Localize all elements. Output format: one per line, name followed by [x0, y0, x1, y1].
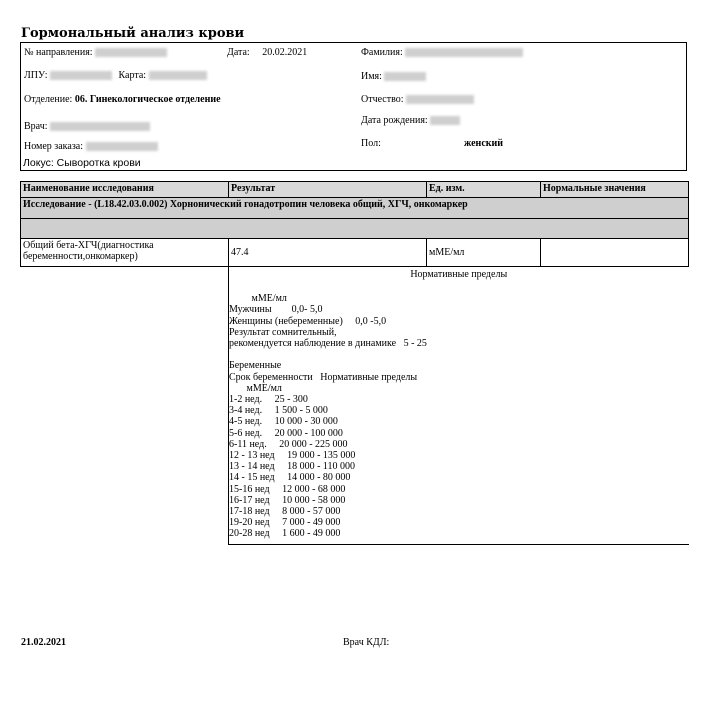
reference-line: 13 - 14 нед 18 000 - 110 000 — [229, 461, 356, 473]
locus-text: Локус: Сыворотка крови — [23, 157, 141, 169]
column-header: Результат — [229, 182, 427, 198]
name-label: Имя: — [361, 71, 382, 82]
table-header-row — [21, 182, 689, 198]
results-table — [20, 181, 689, 545]
reference-line: рекомендуется наблюдение в динамике 5 - 25 — [229, 338, 427, 350]
reference-line: 16-17 нед 10 000 - 58 000 — [229, 494, 346, 506]
birthdate-label: Дата рождения: — [361, 115, 428, 126]
redacted-patronymic — [406, 95, 474, 104]
redacted-lpu — [50, 71, 112, 80]
doctor-label: Врач: — [24, 121, 48, 132]
spacer-row — [21, 219, 689, 239]
reference-line — [229, 282, 689, 293]
reference-line: Беременные — [229, 360, 282, 372]
column-header: Наименование исследования — [21, 182, 229, 198]
order-label: Номер заказа: — [24, 141, 83, 152]
reference-line: 19-20 нед 7 000 - 49 000 — [229, 517, 341, 529]
reference-line: 12 - 13 нед 19 000 - 135 000 — [229, 450, 356, 462]
department-field — [24, 94, 221, 105]
surname-label: Фамилия: — [361, 47, 403, 58]
sex-label: Пол: — [361, 138, 381, 149]
document-title: Гормональный анализ крови — [21, 26, 245, 41]
test-result: 47.4 — [229, 239, 427, 267]
sex-value: женский — [464, 138, 504, 149]
patronymic-field — [361, 94, 474, 105]
reference-line: Мужчины 0,0- 5,0 — [229, 304, 323, 316]
date-value: 20.02.2021 — [262, 47, 308, 58]
notes-row — [21, 267, 689, 545]
referral-field — [24, 47, 167, 58]
test-name: Общий бета-ХГЧ(диагностика беременности,онкомаркер) — [21, 239, 229, 267]
reference-line: Женщины (небеременные) 0,0 -5,0 — [229, 315, 387, 327]
lpu-field — [24, 70, 207, 81]
referral-label: № направления: — [24, 47, 93, 58]
reference-line: 15-16 нед 12 000 - 68 000 — [229, 483, 346, 495]
reference-line: 6-11 нед. 20 000 - 225 000 — [229, 438, 348, 450]
redacted-referral — [95, 48, 167, 57]
order-field — [24, 141, 158, 152]
study-row — [21, 198, 689, 219]
surname-field — [361, 47, 523, 58]
reference-line: 17-18 нед 8 000 - 57 000 — [229, 506, 341, 518]
redacted-doctor — [50, 122, 150, 131]
reference-line: 14 - 15 нед 14 000 - 80 000 — [229, 472, 351, 484]
date-label: Дата: — [227, 47, 250, 58]
redacted-card — [149, 71, 207, 80]
reference-notes — [229, 282, 689, 540]
reference-line: 4-5 нед. 10 000 - 30 000 — [229, 416, 338, 428]
footer-date: 21.02.2021 — [21, 637, 66, 648]
reference-line: Срок беременности Нормативные пределы — [229, 371, 418, 383]
reference-line: мМЕ/мл — [229, 382, 282, 394]
reference-line: 3-4 нед. 1 500 - 5 000 — [229, 405, 328, 417]
reference-line — [229, 349, 689, 360]
birthdate-field — [361, 115, 460, 126]
redacted-birthdate — [430, 116, 460, 125]
column-header: Нормальные значения — [541, 182, 689, 198]
notes-cell — [229, 267, 689, 545]
reference-line: 5-6 нед. 20 000 - 100 000 — [229, 427, 343, 439]
reference-line: 1-2 нед. 25 - 300 — [229, 394, 308, 406]
spacer-cell — [21, 219, 689, 239]
reference-line: мМЕ/мл — [229, 293, 287, 305]
notes-heading: Нормативные пределы — [410, 269, 508, 280]
lpu-label: ЛПУ: — [24, 70, 48, 81]
test-normal — [541, 239, 689, 267]
table-row — [21, 239, 689, 267]
department-label: Отделение: — [24, 94, 73, 105]
study-title: Исследование - (L18.42.03.0.002) Хорнонический гонадотропин человека общий, ХГЧ, онкомаркер — [21, 198, 689, 219]
card-label: Карта: — [118, 70, 147, 81]
date-field — [227, 47, 307, 58]
name-field — [361, 71, 426, 82]
test-unit: мМЕ/мл — [427, 239, 541, 267]
department-value: 06. Гинекологическое отделение — [74, 94, 221, 105]
reference-line: 20-28 нед 1 600 - 49 000 — [229, 528, 341, 540]
redacted-name — [384, 72, 426, 81]
doctor-field — [24, 121, 150, 132]
column-header: Ед. изм. — [427, 182, 541, 198]
redacted-surname — [405, 48, 523, 57]
reference-line: Результат сомнительный, — [229, 326, 337, 338]
redacted-order — [86, 142, 158, 151]
patronymic-label: Отчество: — [361, 94, 404, 105]
footer-doctor-label: Врач КДЛ: — [343, 637, 390, 648]
notes-spacer — [21, 267, 229, 545]
